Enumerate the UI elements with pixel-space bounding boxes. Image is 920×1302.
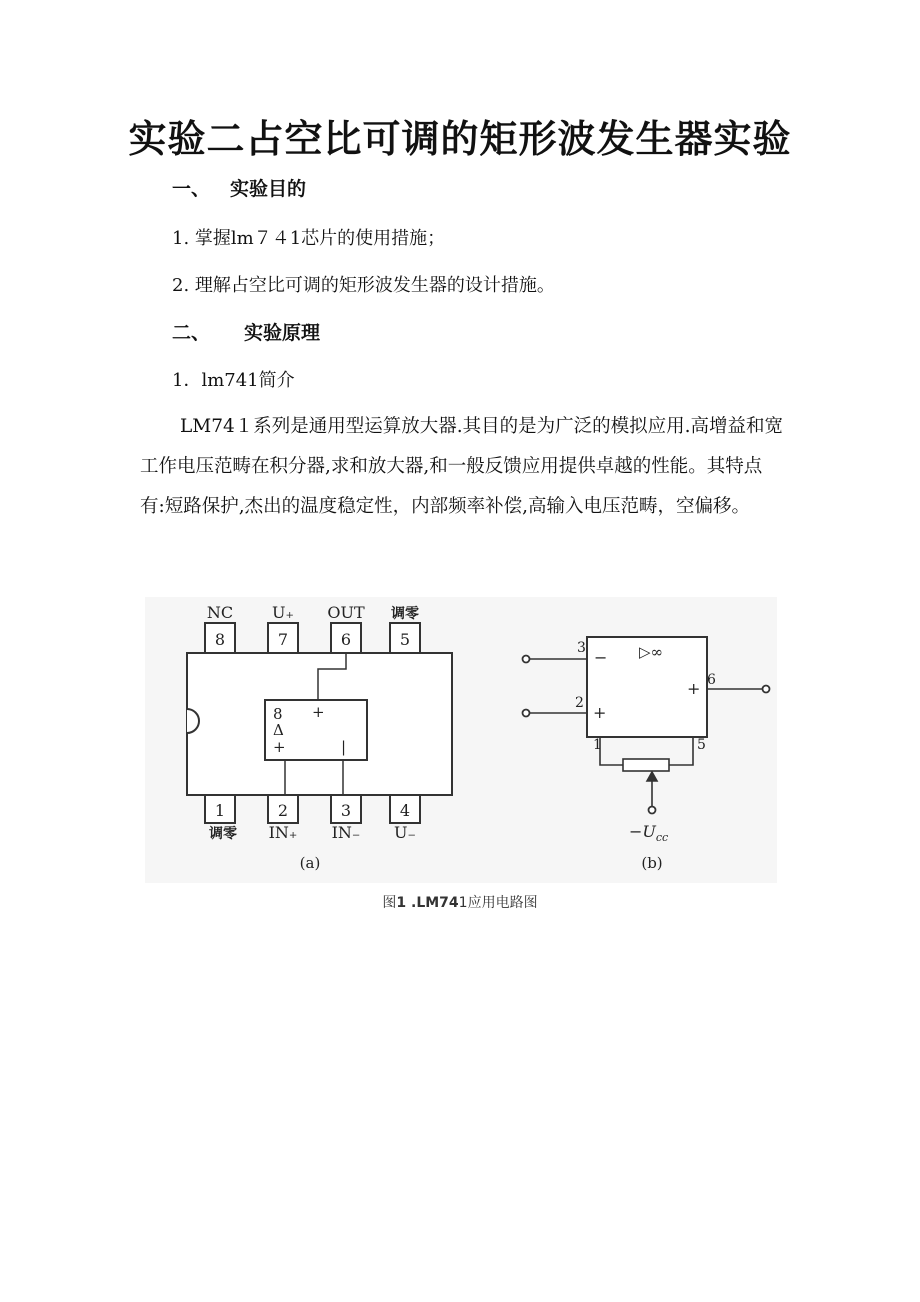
pin-label-bottom: U₋ (394, 823, 416, 842)
inner-mark: Δ (273, 721, 284, 739)
pin-number: 3 (340, 801, 352, 820)
opamp-pin-number: 1 (593, 737, 602, 753)
opamp-sign: + (687, 679, 701, 698)
opamp-sign: + (593, 703, 607, 722)
circuit-diagram-svg (145, 597, 777, 883)
pin-number: 7 (277, 630, 289, 649)
pin-number: 4 (399, 801, 411, 820)
subsection-heading: 1．lm741简介 (172, 370, 295, 391)
objective-item-1: 1. 掌握lm７４1芯片的使用措施； (172, 228, 446, 249)
lm741-circuit-figure (145, 597, 777, 883)
opamp-symbol: ▷∞ (639, 643, 664, 661)
supply-label: $-U_{cc}$ (629, 822, 669, 844)
pin-number: 2 (277, 801, 289, 820)
lm741-description: LM74１系列是通用型运算放大器.其目的是为广泛的模拟应用.高增益和宽工作电压范畴在积分器,求和放大器,和一般反馈应用提供卓越的性能。其特点有:短路保护,杰出的温度稳定性，内部频率补偿,高输入电压范畴，空偏移。 (140, 416, 784, 517)
terminal-node (523, 656, 530, 663)
pin-number: 6 (340, 630, 352, 649)
pin-label-top: U₊ (272, 603, 294, 622)
section-title: 实验原理 (244, 322, 321, 344)
figure-caption (0, 892, 920, 912)
opamp-pin-number: 3 (577, 640, 586, 656)
pin-label-bottom: 调零 (209, 826, 237, 842)
inner-mark: 8 (273, 705, 283, 723)
pin-label-top: NC (206, 603, 234, 622)
terminal-node (523, 710, 530, 717)
section-number: 二、 (172, 322, 211, 344)
figure-label-b: (b) (641, 854, 663, 872)
opamp-pin-number: 6 (707, 672, 716, 688)
document-title: 实验二占空比可调的矩形波发生器实验 (128, 117, 792, 161)
caption-prefix: 图 (382, 895, 397, 911)
pin-label-bottom: IN₊ (268, 823, 298, 842)
opamp-pin-number: 2 (575, 695, 584, 711)
inner-mark: | (341, 738, 347, 756)
terminal-node (649, 807, 656, 814)
potentiometer (623, 759, 669, 771)
terminal-node (763, 686, 770, 693)
section-number: 一、 (172, 178, 211, 200)
inner-mark: + (312, 703, 325, 721)
pin-label-top: OUT (327, 603, 365, 622)
caption-bold: 1 .LM74 (396, 895, 459, 911)
opamp-pin-number: 5 (697, 737, 706, 753)
inner-mark: + (273, 738, 286, 756)
pin-number: 8 (214, 630, 226, 649)
section-heading-objectives (172, 174, 306, 201)
pin-label-bottom: IN₋ (331, 823, 361, 842)
pin-number: 1 (214, 801, 226, 820)
pin-number: 5 (399, 630, 411, 649)
caption-suffix: 1应用电路图 (458, 895, 538, 911)
objective-item-2: 2. 理解占空比可调的矩形波发生器的设计措施。 (172, 275, 555, 296)
section-heading-principle (172, 318, 320, 345)
section-title: 实验目的 (230, 178, 307, 200)
opamp-sign: − (594, 648, 608, 667)
pin-label-top: 调零 (391, 606, 419, 622)
figure-label-a: (a) (299, 854, 321, 872)
